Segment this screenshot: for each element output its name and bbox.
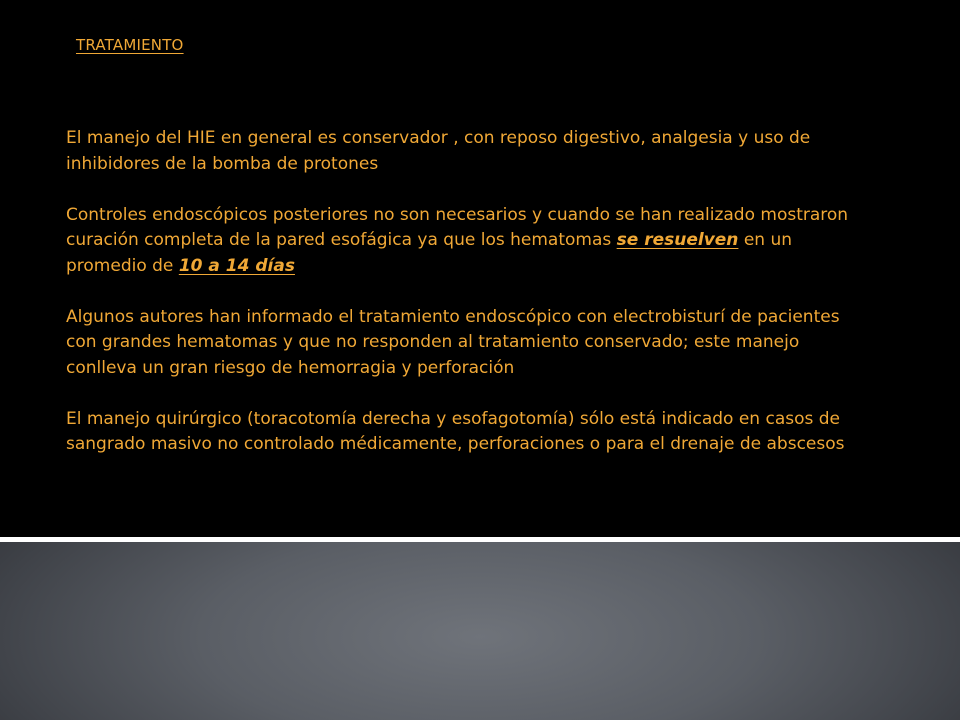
slide-title: TRATAMIENTO — [76, 36, 184, 54]
slide-body — [66, 126, 856, 458]
paragraph-endoscopic-controls — [66, 203, 856, 280]
emphasis-days-range: 10 a 14 días — [178, 255, 295, 276]
paragraph-endoscopic-treatment: Algunos autores han informado el tratamiento endoscópico con electrobisturí de pacientes con grandes hematomas y que no responden al tratamiento conservado; este manejo conlleva un gran riesgo de hemorragia y perforación — [66, 306, 840, 378]
slide-footer-gradient — [0, 542, 960, 720]
paragraph-surgical-management: El manejo quirúrgico (toracotomía derecha y esofagotomía) sólo está indicado en casos de sangrado masivo no controlado médicamente, perforaciones o para el drenaje de abscesos — [66, 408, 845, 454]
paragraph-text-before: Controles endoscópicos posteriores no son necesarios y cuando se han realizado mostraron curación completa de la pared esofágica ya que los hematomas — [66, 204, 849, 250]
emphasis-se-resuelven: se resuelven — [616, 230, 739, 250]
paragraph-conservative-management: El manejo del HIE en general es conservador , con reposo digestivo, analgesia y uso de inhibidores de la bomba de protones — [66, 128, 811, 174]
paragraph-text-middle: en un promedio de — [66, 230, 793, 276]
